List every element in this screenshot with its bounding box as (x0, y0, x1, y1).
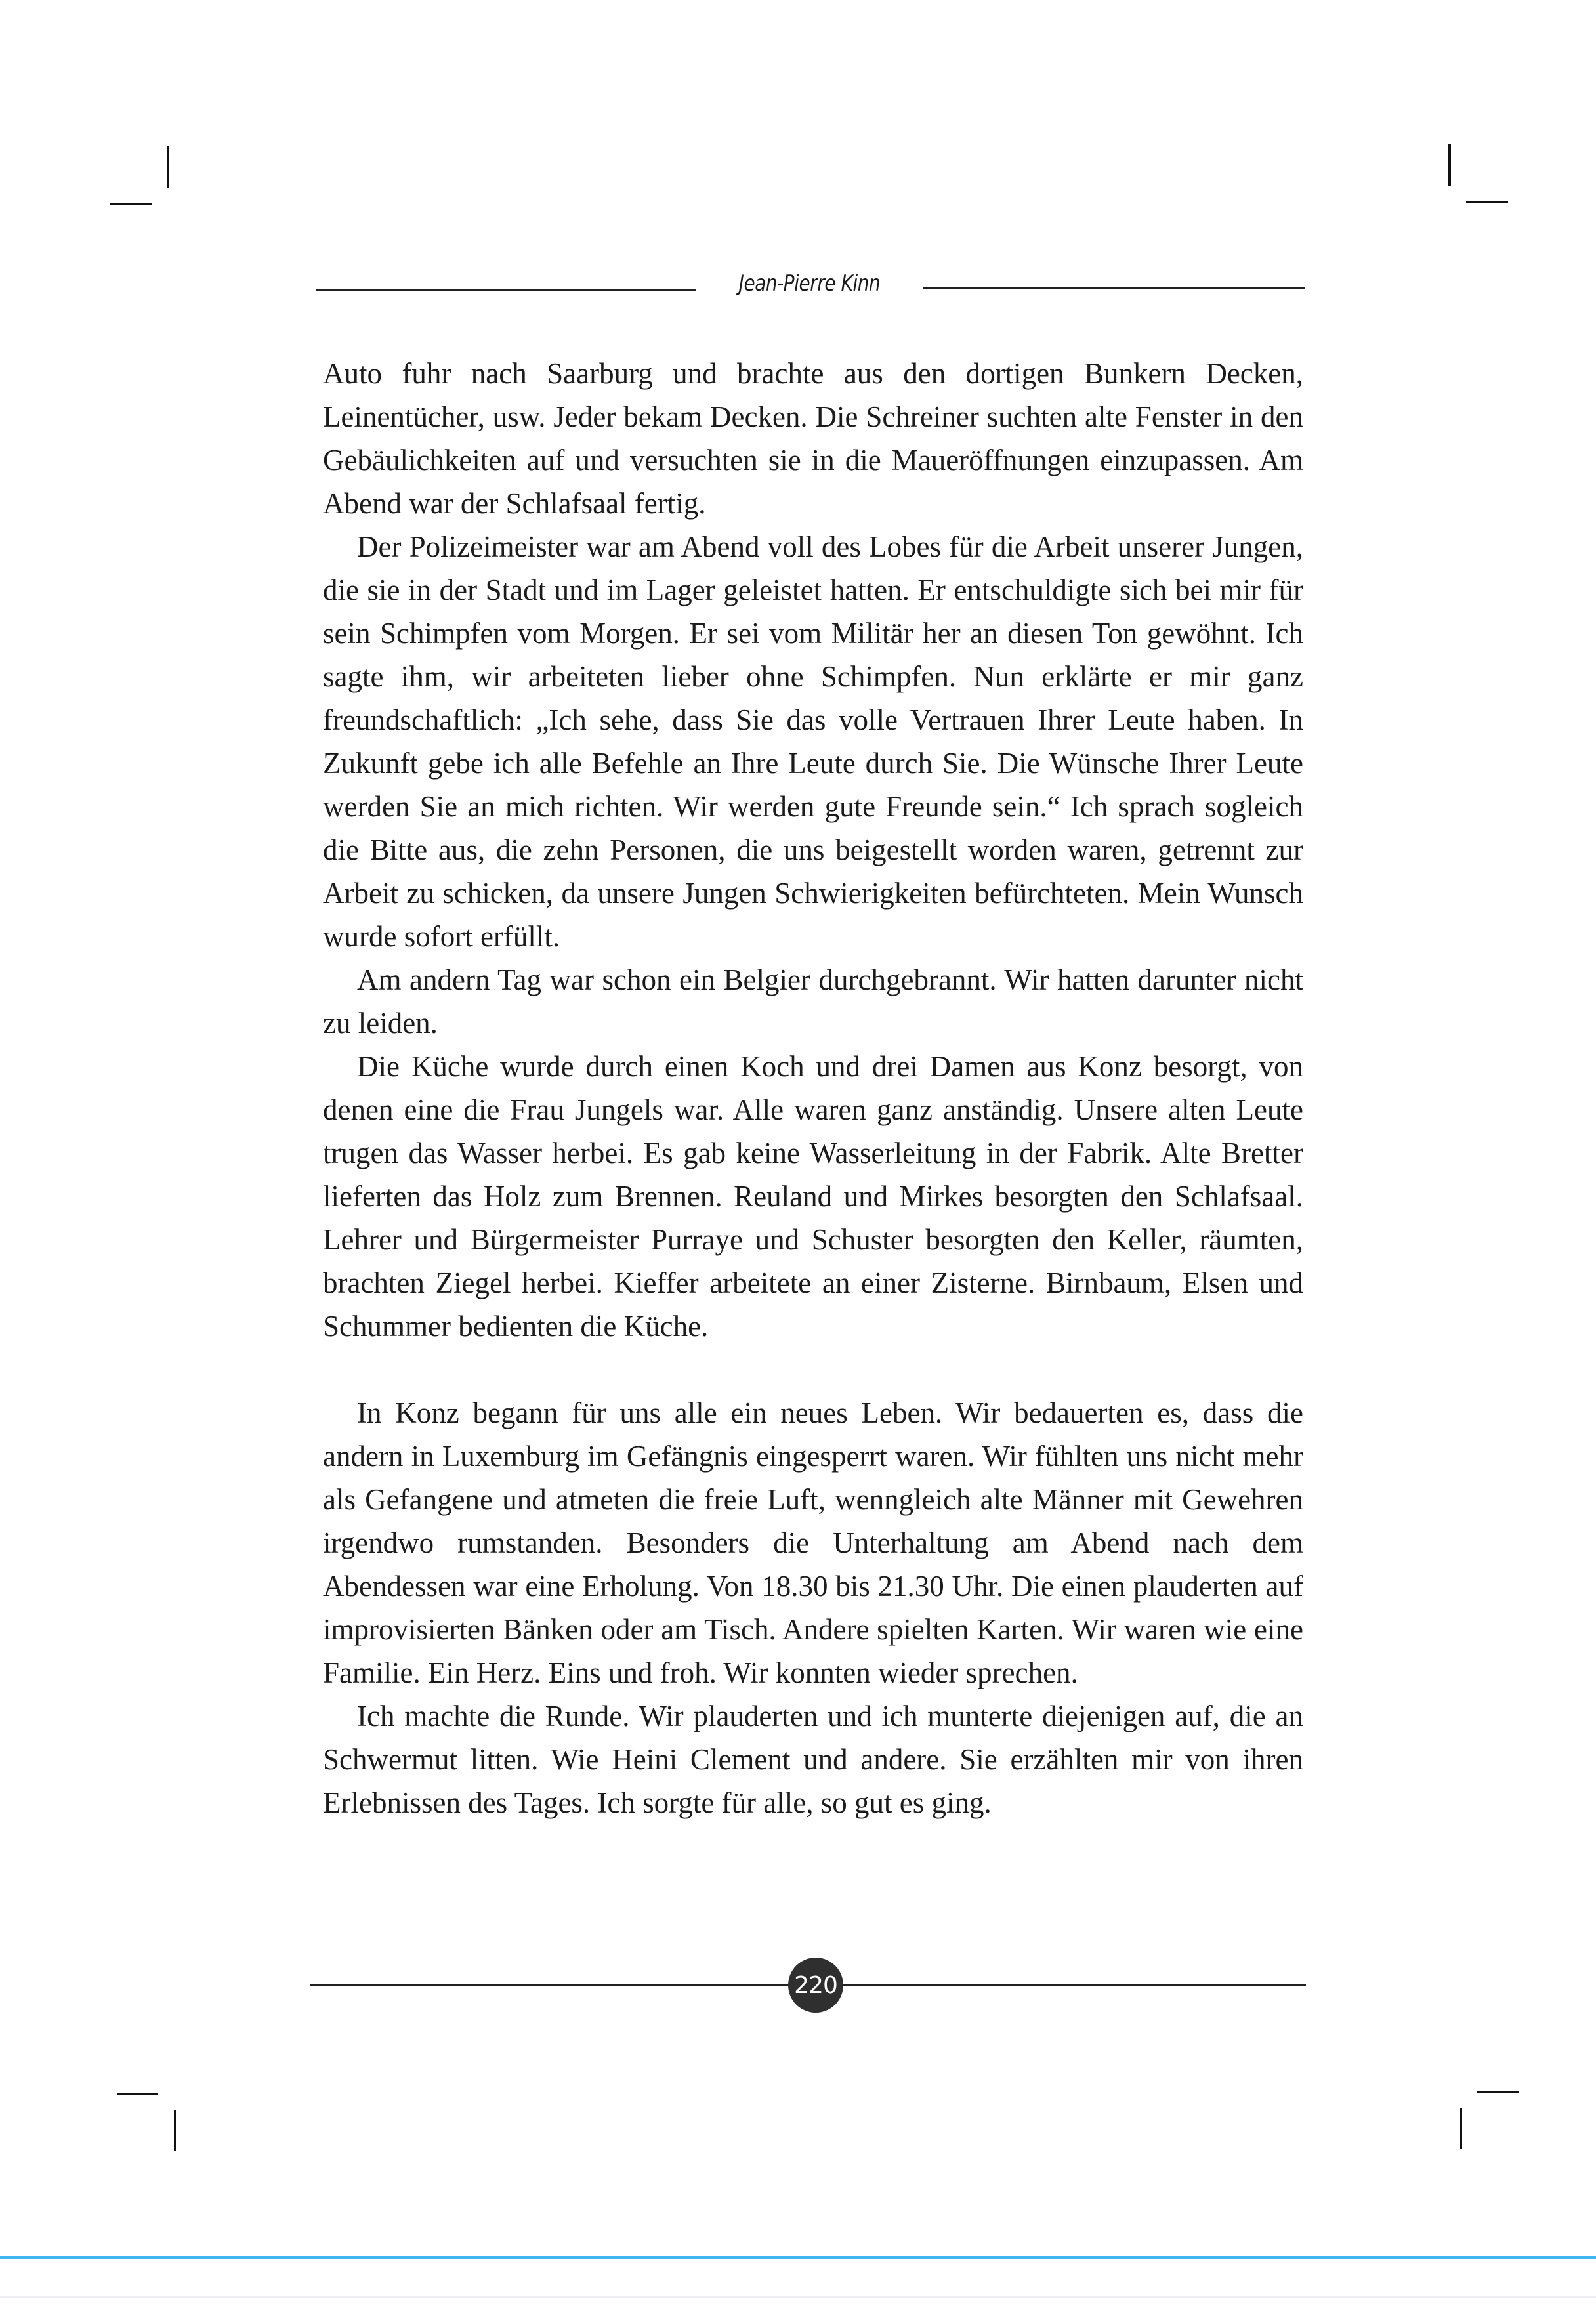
crop-mark-top-right-vertical (1448, 144, 1451, 186)
page-number: 220 (794, 1971, 837, 1999)
paragraph: Auto fuhr nach Saarburg und brachte aus den dortigen Bunkern Decken, Leinentücher, usw. Jeder bekam Decken. Die Schreiner suchten alte Fenster in den Gebäulichkeiten auf und versuchten sie in die Maueröffnungen einzupassen. Am Abend war der Schlafsaal fertig. (323, 357, 1303, 520)
crop-mark-bottom-right-vertical (1460, 2108, 1462, 2149)
paragraph: Der Polizeimeister war am Abend voll des Lobes für die Arbeit unserer Jungen, die sie in der Stadt und im Lager geleistet hatten. Er entschuldigte sich bei mir für sein Schimpfen vom Morgen. Er sei vom Militär her an diesen Ton gewöhnt. Ich sagte ihm, wir arbeiteten lieber ohne Schimpfen. Nun erklärte er mir ganz freundschaftlich: „Ich sehe, dass Sie das volle Vertrauen Ihrer Leute haben. In Zukunft gebe ich alle Befehle an Ihre Leute durch Sie. Die Wünsche Ihrer Leute werden Sie an mich richten. Wir werden gute Freunde sein.“ Ich sprach sogleich die Bitte aus, die zehn Personen, die uns beigestellt worden waren, getrennt zur Arbeit zu schicken, da unsere Jungen Schwierigkeiten befürchteten. Mein Wunsch wurde sofort erfüllt. (323, 530, 1303, 953)
paragraph: In Konz begann für uns alle ein neues Leben. Wir bedauerten es, dass die andern in Luxemburg im Gefängnis eingesperrt waren. Wir fühlten uns nicht mehr als Gefangene und atmeten die freie Luft, wenngleich alte Männer mit Gewehren irgendwo rumstanden. Besonders die Unterhaltung am Abend nach dem Abendessen war eine Erholung. Von 18.30 bis 21.30 Uhr. Die einen plauderten auf improvisierten Bänken oder am Tisch. Andere spielten Karten. Wir waren wie eine Familie. Ein Herz. Eins und froh. Wir konnten wieder sprechen. (323, 1396, 1303, 1689)
paragraph: Ich machte die Runde. Wir plauderten und ich munterte diejenigen auf, die an Schwermut litten. Wie Heini Clement und andere. Sie erzählten mir von ihren Erlebnissen des Tages. Ich sorgte für alle, so gut es ging. (323, 1700, 1303, 1819)
paragraph: Am andern Tag war schon ein Belgier durchgebrannt. Wir hatten darunter nicht zu leiden. (323, 963, 1303, 1040)
running-head-author: Jean-Pierre Kinn (738, 270, 881, 297)
header-rule-left (316, 289, 696, 291)
crop-mark-bottom-left-vertical (174, 2110, 176, 2151)
footer-rule-right (843, 1984, 1306, 1986)
crop-mark-top-right-horizontal (1466, 201, 1508, 203)
page-body (323, 352, 1303, 1824)
scan-edge-shadow (0, 2296, 1596, 2298)
paragraph: Die Küche wurde durch einen Koch und drei Damen aus Konz besorgt, von denen eine die Frau Jungels war. Alle waren ganz anständig. Unsere alten Leute trugen das Wasser herbei. Es gab keine Wasserleitung in der Fabrik. Alte Bretter lieferten das Holz zum Brennen. Reuland und Mirkes besorgten den Schlafsaal. Lehrer und Bürgermeister Purraye und Schuster besorgten den Keller, räumten, brachten Ziegel herbei. Kieffer arbeitete an einer Zisterne. Birnbaum, Elsen und Schummer bedienten die Küche. (323, 1050, 1303, 1343)
crop-mark-bottom-right-horizontal (1477, 2091, 1519, 2093)
crop-mark-bottom-left-horizontal (117, 2093, 158, 2095)
crop-mark-top-left-vertical (167, 146, 169, 188)
scan-edge-line (0, 2256, 1596, 2259)
crop-mark-top-left-horizontal (110, 203, 152, 205)
header-rule-right (923, 287, 1305, 289)
page-number-badge (788, 1958, 843, 2013)
footer-rule-left (310, 1984, 789, 1986)
